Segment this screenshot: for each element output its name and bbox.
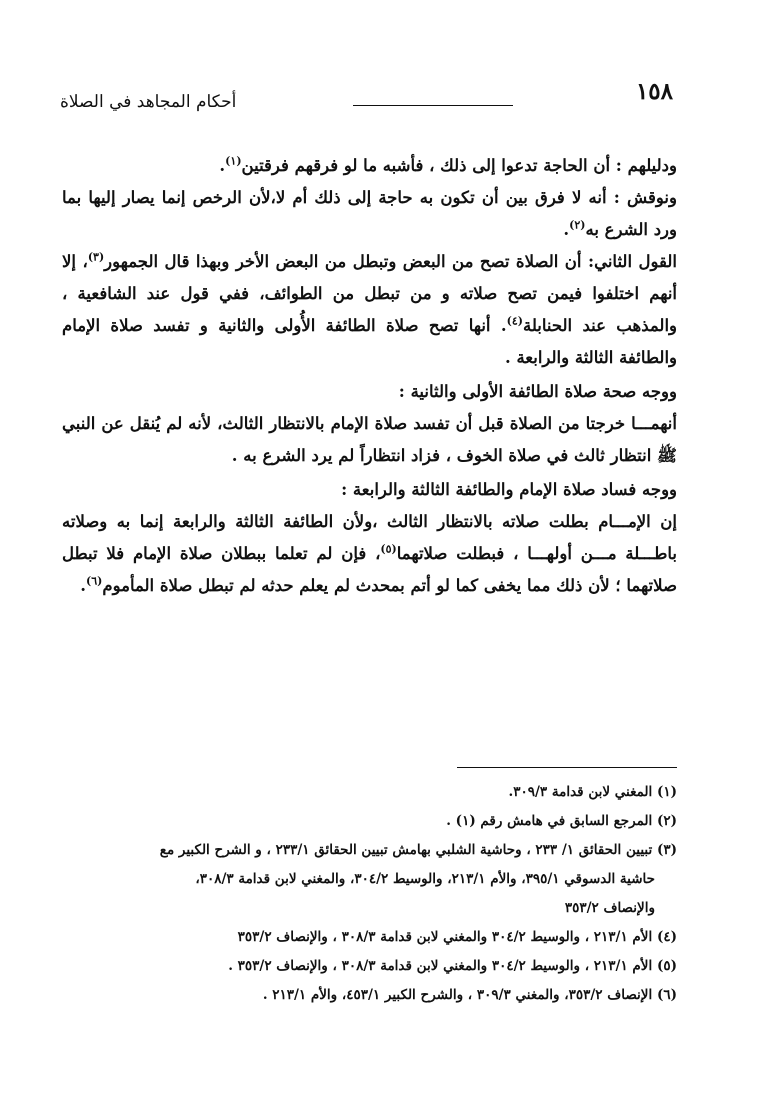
footnote-3-continued: والإنصاف ٣٥٣/٢ [564, 900, 655, 916]
page-number: ١٥٨ [635, 78, 673, 105]
footnotes [64, 778, 677, 1010]
subheading-invalidity: ووجه فساد صلاة الإمام والطائفة الثالثة والرابعة : [341, 480, 677, 499]
footnote-ref-4[interactable]: (٤) [506, 314, 523, 328]
footnote-ref-6[interactable]: (٦) [86, 574, 103, 588]
footnote-3-continued: حاشية الدسوقي ٣٩٥/١، والأم ٢١٣/١، والوسيط ٣٠٤/٢، والمغني لابن قدامة ٣٠٨/٣، [195, 871, 655, 887]
footnote-2: (٢) المرجع السابق في هامش رقم (١) . [446, 813, 677, 829]
paragraph-evidence: ودليلهم : أن الحاجة تدعوا إلى ذلك ، فأشبه ما لو فرقهم فرقتين$^{(١)}$. [219, 154, 677, 175]
footnote-3: (٣) تبيين الحقائق ١/ ٢٣٣ ، وحاشية الشلبي بهامش تبيين الحقائق ٢٣٣/١ ، و الشرح الكبير مع [159, 842, 677, 858]
footnote-ref-3[interactable]: (٣) [87, 250, 105, 264]
footnote-ref-1[interactable]: (١) [225, 154, 242, 168]
header-rule [353, 105, 513, 106]
paragraph-validity: أنهمـــا خرجتا من الصلاة قبل أن تفسد صلاة الإمام بالانتظار الثالث، لأنه لم يُنقل عن النبي ﷺ انتظار ثالث في صلاة الخوف ، فزاد انتظاراً لم يرد الشرع به . [62, 414, 677, 465]
footnote-ref-2[interactable]: (٢) [569, 218, 586, 232]
page-header [60, 78, 673, 118]
footnote-ref-5[interactable]: (٥) [380, 542, 397, 556]
running-title: أحكام المجاهد في الصلاة [60, 92, 237, 112]
subheading-validity: ووجه صحة صلاة الطائفة الأولى والثانية : [398, 382, 677, 401]
footnote-4: (٤) الأم ٢١٣/١ ، والوسيط ٣٠٤/٢ والمغني لابن قدامة ٣٠٨/٣ ، والإنصاف ٣٥٣/٢ [237, 929, 677, 945]
paragraph-invalidity: إن الإمـــام بطلت صلاته بالانتظار الثالث ،ولأن الطائفة الثالثة والرابعة إنما به وصلاته باطـــلة مـــن أولهـــا ، فبطلت صلاتهما$^{(٥)}$، فإن لم تعلما ببطلان صلاة الإمام فلا تبطل صلاتهما ؛ لأن ذلك مما يخفى كما لو أتم بمحدث لم يعلم حدثه لم تبطل صلاة المأموم$^{(٦)}$. [62, 512, 677, 595]
paragraph-second-opinion: القول الثاني: أن الصلاة تصح من البعض وتبطل من البعض الأخر وبهذا قال الجمهور$^{(٣)}$، إلا أنهم اختلفوا فيمن تصح صلاته و من تبطل من الطوائف، ففي قول عند الشافعية ، والمذهب عند الحنابلة$^{(٤)}$. أنها تصح صلاة الطائفة الأُولى والثانية و تفسد صلاة الإمام والطائفة الثالثة والرابعة . [62, 250, 677, 367]
footnote-6: (٦) الإنصاف ٣٥٣/٢، والمغني ٣٠٩/٣ ، والشرح الكبير ٤٥٣/١، والأم ٢١٣/١ . [262, 987, 677, 1003]
footnote-1: (١) المغني لابن قدامة ٣٠٩/٣. [508, 784, 677, 800]
main-text [62, 150, 677, 602]
footnote-divider [457, 767, 677, 768]
paragraph-rebuttal: ونوقش : أنه لا فرق بين أن تكون به حاجة إلى ذلك أم لا،لأن الرخص إنما يصار إليها بما ورد الشرع به$^{(٢)}$. [62, 188, 677, 239]
footnote-5: (٥) الأم ٢١٣/١ ، والوسيط ٣٠٤/٢ والمغني لابن قدامة ٣٠٨/٣ ، والإنصاف ٣٥٣/٢ . [228, 958, 677, 974]
